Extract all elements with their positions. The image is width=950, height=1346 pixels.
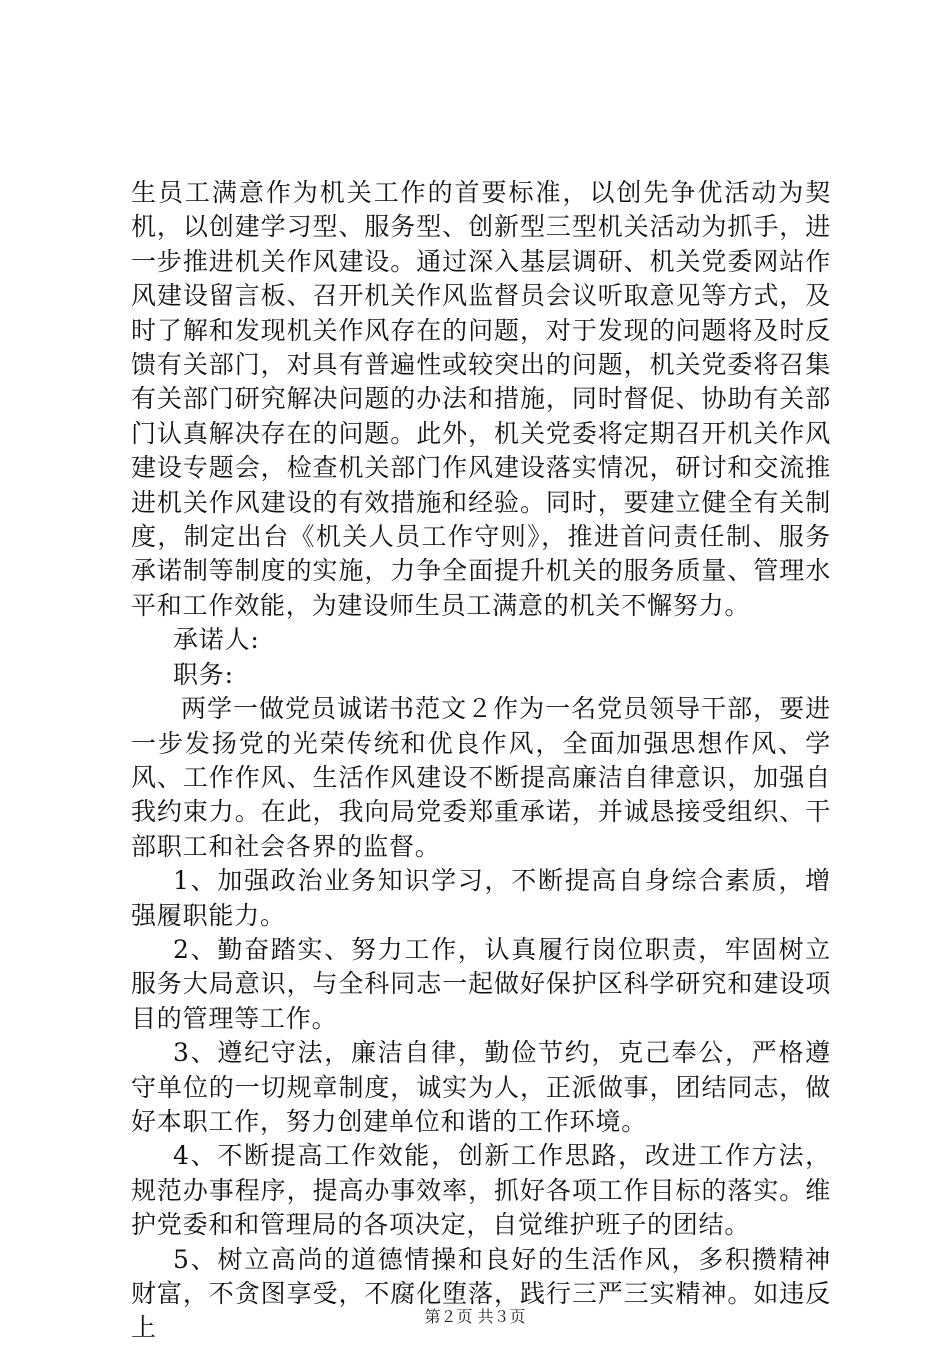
paragraph-item-3: 3、遵纪守法，廉洁自律，勤俭节约，克己奉公，严格遵守单位的一切规章制度，诚实为人，正派做事，团结同志，做好本职工作，努力创建单位和谐的工作环境。 — [131, 1038, 831, 1136]
paragraph-item-5: 5、树立高尚的道德情操和良好的生活作风，多积攒精神财富，不贪图享受，不腐化堕落，践行三严三实精神。如违反上 — [131, 1244, 831, 1343]
paragraph-work-style: 生员工满意作为机关工作的首要标准，以创先争优活动为契机，以创建学习型、服务型、创新型三型机关活动为抓手，进一步推进机关作风建设。通过深入基层调研、机关党委网站作风建设留言板、召开机关作风监督员会议听取意见等方式，及时了解和发现机关作风存在的问题，对于发现的问题将及时反馈有关部门，对具有普遍性或较突出的问题，机关党委将召集有关部门研究解决问题的办法和措施，同时督促、协助有关部门认真解决存在的问题。此外，机关党委将定期召开机关作风建设专题会，检查机关部门作风建设落实情况，研讨和交流推进机关作风建设的有效措施和经验。同时，要建立健全有关制度，制定出台《机关人员工作守则》，推进首问责任制、服务承诺制等制度的实施，力争全面提升机关的服务质量、管理水平和工作效能，为建设师生员工满意的机关不懈努力。 — [131, 178, 831, 620]
document-body — [131, 176, 831, 1346]
paragraph-position: 职务: — [173, 659, 234, 689]
paragraph-item-4: 4、不断提高工作效能，创新工作思路，改进工作方法，规范办事程序，提高办事效率，抓好各项工作目标的落实。维护党委和和管理局的各项决定，自觉维护班子的团结。 — [131, 1141, 831, 1240]
paragraph-item-2: 2、勤奋踏实、努力工作，认真履行岗位职责，牢固树立服务大局意识，与全科同志一起做好保护区科学研究和建设项目的管理等工作。 — [131, 934, 831, 1033]
paragraph-pledge-intro: 两学一做党员诚诺书范文２作为一名党员领导干部，要进一步发扬党的光荣传统和优良作风，全面加强思想作风、学风、工作作风、生活作风建设不断提高廉洁自律意识，加强自我约束力。在此，我向局党委郑重承诺，并诚恳接受组织、干部职工和社会各界的监督。 — [131, 694, 831, 861]
paragraph-promiser: 承诺人: — [173, 625, 260, 655]
page-number-footer: 第２页 共３页 — [424, 1307, 526, 1326]
paragraph-item-1: 1、加强政治业务知识学习，不断提高自身综合素质，增强履职能力。 — [131, 866, 831, 930]
